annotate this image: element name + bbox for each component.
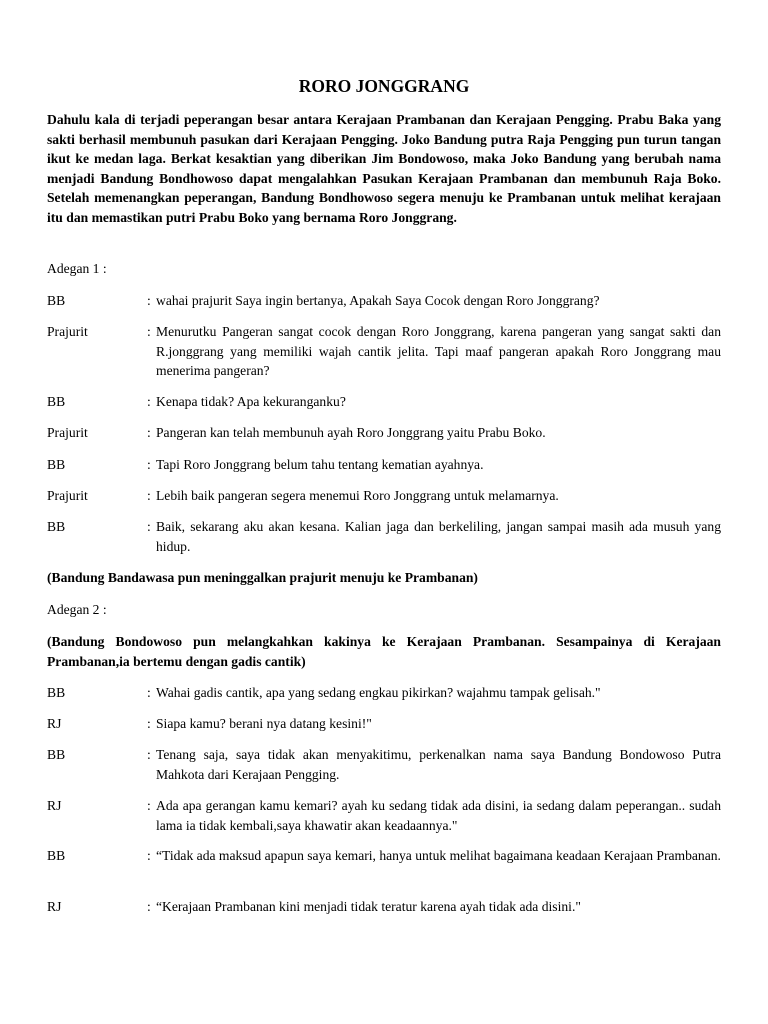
- speaker-colon: :: [147, 848, 151, 863]
- dialogue-text: Kenapa tidak? Apa kekuranganku?: [156, 394, 346, 409]
- dialogue-text: Pangeran kan telah membunuh ayah Roro Jonggrang yaitu Prabu Boko.: [156, 425, 546, 440]
- speaker-colon: :: [147, 519, 151, 534]
- speaker-name: BB: [47, 394, 66, 409]
- dialogue-text: Tapi Roro Jonggrang belum tahu tentang kematian ayahnya.: [156, 457, 484, 472]
- document-title: RORO JONGGRANG: [298, 76, 470, 96]
- speaker-name: BB: [47, 685, 66, 700]
- speaker-name: RJ: [47, 798, 62, 813]
- speaker-name: Prajurit: [47, 488, 88, 503]
- speaker-name: BB: [47, 519, 66, 534]
- speaker-colon: :: [147, 716, 151, 731]
- speaker-colon: :: [147, 324, 151, 339]
- dialogue-text: Menurutku Pangeran sangat cocok dengan Roro Jonggrang, karena pangeran yang sangat sakti dan R.jonggrang yang memiliki wajah cantik jelita. Tapi maaf pangeran apakah Roro Jonggrang mau menerima pangeran?: [156, 324, 721, 378]
- speaker-colon: :: [147, 425, 151, 440]
- dialogue-text: “Tidak ada maksud apapun saya kemari, hanya untuk melihat bagaimana keadaan Kerajaan Prambanan.: [156, 848, 721, 863]
- speaker-name: BB: [47, 747, 66, 762]
- stage-direction: (Bandung Bondowoso pun melangkahkan kakinya ke Kerajaan Prambanan. Sesampainya di Kerajaan Prambanan,ia bertemu dengan gadis cantik): [47, 634, 721, 669]
- dialogue-line: [47, 846, 721, 866]
- dialogue-line: [47, 486, 721, 506]
- speaker-colon: :: [147, 747, 151, 762]
- dialogue-line: [47, 897, 721, 917]
- dialogue-text: Tenang saja, saya tidak akan menyakitimu, perkenalkan nama saya Bandung Bondowoso Putra Mahkota dari Kerajaan Pengging.: [156, 747, 721, 782]
- dialogue-text: Baik, sekarang aku akan kesana. Kalian jaga dan berkeliling, jangan sampai masih ada musuh yang hidup.: [156, 519, 721, 554]
- dialogue-text: wahai prajurit Saya ingin bertanya, Apakah Saya Cocok dengan Roro Jonggrang?: [156, 293, 600, 308]
- speaker-colon: :: [147, 394, 151, 409]
- speaker-colon: :: [147, 899, 151, 914]
- speaker-name: BB: [47, 848, 66, 863]
- speaker-name: RJ: [47, 716, 62, 731]
- speaker-name: Prajurit: [47, 425, 88, 440]
- dialogue-line: [47, 291, 721, 311]
- speaker-colon: :: [147, 798, 151, 813]
- speaker-name: RJ: [47, 899, 62, 914]
- dialogue-text: Wahai gadis cantik, apa yang sedang engkau pikirkan? wajahmu tampak gelisah.": [156, 685, 601, 700]
- dialogue-text: Ada apa gerangan kamu kemari? ayah ku sedang tidak ada disini, ia sedang dalam peperangan.. sudah lama ia tidak kembali,saya khawatir akan keadaannya.": [156, 798, 721, 833]
- dialogue-line: [47, 455, 721, 475]
- dialogue-text: Lebih baik pangeran segera menemui Roro Jonggrang untuk melamarnya.: [156, 488, 559, 503]
- intro-paragraph: Dahulu kala di terjadi peperangan besar antara Kerajaan Prambanan dan Kerajaan Pengging. Prabu Baka yang sakti berhasil membunuh pasukan dari Kerajaan Pengging. Joko Bandung putra Raja Pengging pun turun tangan ikut ke medan laga. Berkat kesaktian yang diberikan Jim Bondowoso, maka Joko Bandung yang berubah nama menjadi Bandung Bondhowoso dapat mengalahkan Pasukan Kerajaan Prambanan dan membunuh Raja Boko. Setelah memenangkan peperangan, Bandung Bondhowoso segera menuju ke Prambanan untuk melihat kerajaan itu dan memastikan putri Prabu Boko yang bernama Roro Jonggrang.: [47, 112, 721, 225]
- dialogue-line: [47, 392, 721, 412]
- dialogue-line: [47, 745, 721, 784]
- speaker-name: BB: [47, 457, 66, 472]
- dialogue-line: [47, 423, 721, 443]
- stage-direction: (Bandung Bandawasa pun meninggalkan prajurit menuju ke Prambanan): [47, 570, 478, 585]
- speaker-name: BB: [47, 293, 66, 308]
- speaker-name: Prajurit: [47, 324, 88, 339]
- dialogue-text: “Kerajaan Prambanan kini menjadi tidak teratur karena ayah tidak ada disini.": [156, 899, 581, 914]
- speaker-colon: :: [147, 685, 151, 700]
- dialogue-line: [47, 322, 721, 381]
- speaker-colon: :: [147, 488, 151, 503]
- dialogue-line: [47, 796, 721, 835]
- dialogue-line: [47, 714, 721, 734]
- dialogue-text: Siapa kamu? berani nya datang kesini!": [156, 716, 372, 731]
- scene-1-heading: Adegan 1 :: [47, 261, 107, 276]
- dialogue-line: [47, 683, 721, 703]
- speaker-colon: :: [147, 293, 151, 308]
- scene-2-heading: Adegan 2 :: [47, 602, 107, 617]
- speaker-colon: :: [147, 457, 151, 472]
- dialogue-line: [47, 517, 721, 556]
